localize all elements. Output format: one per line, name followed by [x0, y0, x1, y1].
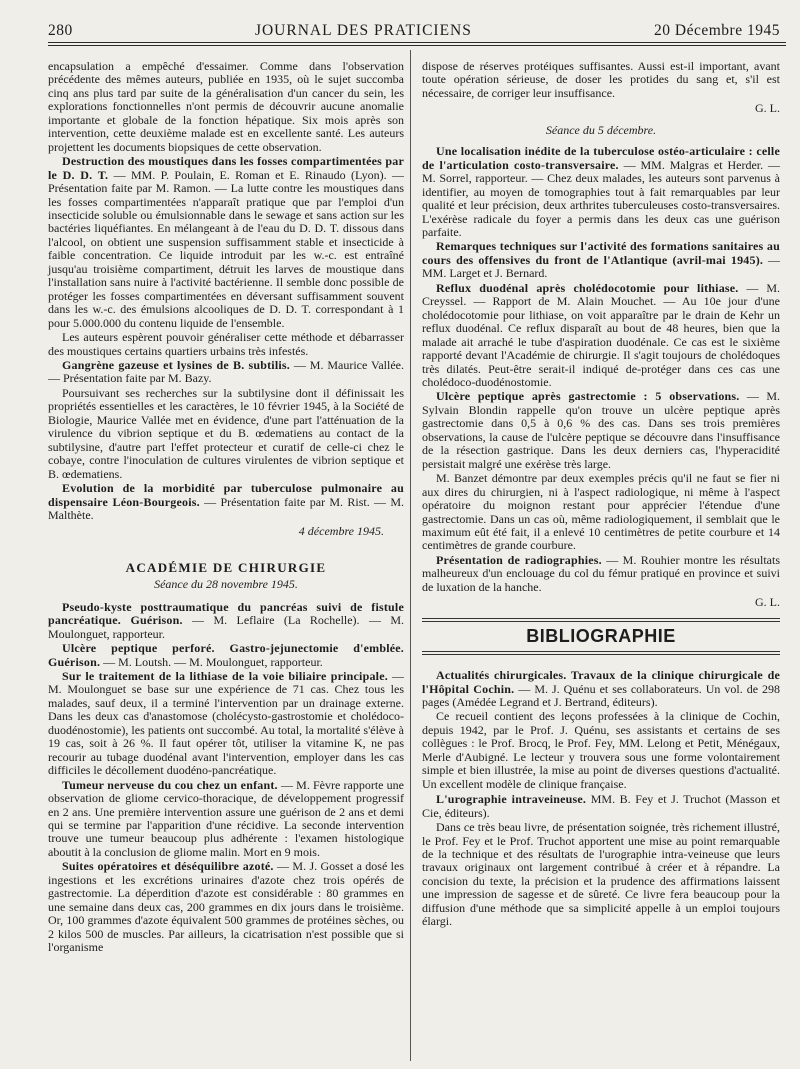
article-body: — M. J. Gosset a dosé les ingestions et les excrétions urinaires d'azote chez trois opérés de gastrectomie. La déperdition d'azote est considérable : 80 grammes en une semaine dans deux cas, 200 grammes en dix jours dans le troisième. Or, 100 grammes d'azote équivalent 500 grammes de protéines sèches, ou 2 kilos 500 de muscles. Par ailleurs, la cicatrisation n'est possible que si l'organisme — [48, 859, 404, 955]
article-authors: — M. Leflaire (La Rochelle). — M. Moulonguet, rapporteur. — [48, 613, 404, 641]
article-body: La lutte contre les moustiques dans les fosses compartimentées n'apparaît pratique que par l'emploi d'un insecticide soluble ou émulsionnable dans le sewage et sans action sur les bactéries liquéfiantes. En mélangeant à de l'eau du D. D. T. dissous dans l'alcool, on obtient une suspension suffisamment stable et insecticide à faible concentration. Ce liquide introduit par les w.-c. est entraîné jusqu'au troisième compartiment, détruit les larves de moustique dans l'installation sans nuire à l'activité bactérienne. Il semble donc possible de protéger les fosses compartimentées en déversant suffisamment souvent dans les w.-c. des émulsions alcooliques de D. D. T. correspondant à 1 pour 5.000.000 du contenu liquide de l'ensemble. — [48, 181, 404, 330]
author-signature: G. L. — [755, 595, 780, 610]
article-title: Ulcère peptique perforé. Gastro-jejunectomie d'emblée. Guérison. — [48, 641, 404, 669]
article-title: Une localisation inédite de la tuberculose ostéo-articulaire : celle de l'articulation costo-transversaire. — [422, 144, 780, 172]
book-review-body: Dans ce très beau livre, de présentation soignée, très richement illustré, le Prof. Fey et le Prof. Truchot apportent une mise au point remarquable de la technique et des résultats de l'urographie intra-veineuse que leurs travaux originaux ont largement contribué à créer et à répandre. La concision du texte, la précision et la prudence des affirmations laissent une impression de sagesse et de sûreté. Ce livre fera beaucoup pour la diffusion d'une méthode que sa simplicité appelle à un emploi toujours élargi. — [422, 820, 780, 929]
article-body: — M. Creyssel. — Rapport de M. Alain Mouchet. — Au 10e jour d'une cholédocotomie pour lithiase, on voit apparaître par le drain de Kehr un reflux duodénal. Ce reflux disparaît au bout de 48 heures, bien que la malade ait arraché le tube d'aspiration duodénale. Ce cas est le sixième rapporté devant l'Académie de chirurgie. Il s'agit toujours de cholédoques très dilatés. Peut-être serait-il indiqué de-protéger dans ces cas une cholédoco-duodénostomie. — [422, 280, 780, 389]
article-title: Destruction des moustiques dans les fosses compartimentées par le D. D. T. — [48, 154, 404, 182]
section-date: 4 décembre 1945. — [298, 524, 384, 539]
bibliography-title: BIBLIOGRAPHIE — [526, 625, 676, 646]
book-review-body: Ce recueil contient des leçons professées à la clinique de Cochin, depuis 1942, par le Prof. J. Quénu, ses assistants et certains de ses collègues : le Prof. Brocq, le Prof. Fey, MM. Lelong et Petit, Ménégaux, Merle d'Aubigné. Le lecteur y trouvera sous une forme volontairement simple et bien illustrée, la mise au point de diverses questions d'actualité. Un excellent modèle de clinique française. — [422, 709, 780, 791]
article-ulcere-peptique — [422, 390, 780, 471]
column-divider — [410, 50, 411, 1061]
article-authors: — M. Loutsh. — M. Moulonguet, rapporteur. — [100, 654, 323, 669]
book-review-urographie — [422, 793, 780, 820]
article-tuberculose — [48, 482, 404, 522]
article-title: Suites opératoires et déséquilibre azoté. — [62, 859, 274, 874]
article-tumeur — [48, 779, 404, 860]
book-authors: MM. B. Fey et J. Truchot (Masson et Cie, éditeurs). — [422, 792, 780, 820]
page-header — [48, 14, 780, 40]
book-review-actualites — [422, 669, 780, 709]
seance-date: Séance du 28 novembre 1945. — [154, 577, 298, 592]
article-body: — M. Moulonguet se base sur une expérience de 71 cas. Chez tous les malades, sauf deux, il a terminé l'intervention par un drainage externe. Dans les deux cas d'anastomose (cholécysto-gastrostomie et cholédoco-duodénostomie), les patients ont succombé. Au total, la mortalité s'élève à 19 cas, soit à 26 %. Il faut opérer tôt, utiliser la vitamine K, ne pas recourir au tubage duodénal avant l'intervention, employer dans les cas difficiles le décollement duodéno-pancréatique. — [48, 669, 404, 778]
article-title: Pseudo-kyste posttraumatique du pancréas suivi de fistule pancréatique. Guérison. — [48, 599, 404, 628]
article-ddt — [48, 155, 404, 330]
article-pseudo-kyste — [48, 601, 404, 641]
book-title: L'urographie intraveineuse. — [436, 792, 587, 807]
author-signature: G. L. — [755, 101, 780, 116]
article-title: Gangrène gazeuse et lysines de B. subtilis. — [62, 357, 290, 372]
seance-date: Séance du 5 décembre. — [545, 122, 657, 137]
journal-title: JOURNAL DES PRATICIENS — [254, 22, 472, 39]
bibliography-rule — [422, 618, 780, 622]
article-paragraph: M. Banzet démontre par deux exemples précis qu'il ne faut se fier ni aux dires du chirurgien, ni à l'aspect radiologique, ni même à l'aspect opératoire du moignon restant pour apprécier l'étendue d'une gastrectomie. Dans un cas où, même radiologiquement, il semblait que le maximum eût été fait, il a enlevé 10 centimètres de petite courbure et 14 centimètres de grande courbure. — [422, 471, 780, 553]
article-body: — M. Rouhier montre les résultats malheureux d'un enclouage du col du fémur pratiqué en province et suivi de luxation de la hanche. — [422, 552, 781, 594]
article-title: Remarques techniques sur l'activité des formations sanitaires au cours des offensives du front de l'Atlantique (avril-mai 1945). — [422, 239, 780, 267]
article-radiographies — [422, 554, 780, 594]
article-authors: — M. Maurice Vallée. — Présentation faite par M. Bazy. — [48, 357, 404, 386]
article-remarques — [422, 240, 780, 280]
article-reflux — [422, 282, 780, 390]
article-title: Présentation de radiographies. — [436, 552, 602, 567]
article-continuation: dispose de réserves protéiques suffisantes. Aussi est-il important, avant toute opération sérieuse, de doser les protides du sang et, s'il est nécessaire, de corriger leur insuffisance. — [422, 59, 780, 100]
article-paragraph: Les auteurs espèrent pouvoir généraliser cette méthode et débarrasser des moustiques certains quartiers urbains très infestés. — [48, 330, 404, 358]
article-lithiase — [48, 670, 404, 778]
article-authors: — MM. Larget et J. Bernard. — [422, 252, 780, 281]
book-title: Actualités chirurgicales. Travaux de la clinique chirurgicale de l'Hôpital Cochin. — [422, 668, 780, 696]
article-body: — M. Sylvain Blondin rappelle qu'on trouve un ulcère peptique après gastrectomie dans 0,5 à 0,6 % des cas. Dans ses trois premières observations, la cause de l'ulcère peptique se découvre dans l'insuffisance de la résection gastrique. Dans les deux derniers cas, l'hyperacidité persistait malgré une exérèse très large. — [422, 389, 780, 471]
article-continuation: encapsulation a empêché d'essaimer. Comme dans l'observation précédente des mêmes auteurs, publiée en 1935, où le sujet succomba cinq ans plus tard par suite de la généralisation d'un cancer du sein, les explorations fonctionnelles n'ont permis de découvrir aucune anomalie importante et globale de la fonction hépatique. Six mois après son intervention, cette deuxième malade est en excellente santé. Les auteurs projettent les documents biopsiques de cette observation. — [48, 59, 404, 154]
article-gangrene — [48, 359, 404, 386]
article-title: Evolution de la morbidité par tuberculose pulmonaire au dispensaire Léon-Bourgeois. — [48, 481, 404, 509]
issue-date: 20 Décembre 1945 — [654, 22, 780, 39]
article-tuberculose-costo — [422, 145, 780, 239]
book-authors: — M. J. Quénu et ses collaborateurs. Un vol. de 298 pages (Amédée Legrand et J. Bertrand, éditeurs). — [422, 681, 780, 710]
article-title: Sur le traitement de la lithiase de la voie biliaire principale. — [62, 669, 388, 684]
page-number: 280 — [48, 22, 73, 39]
article-authors: — Présentation faite par M. Rist. — M. Malthète. — [48, 494, 404, 522]
article-body: — M. Fèvre rapporte une observation de gliome cervico-thoracique, de développement progressif en 2 ans. Une première intervention assure une guérison de 2 ans et demi qui se termine par l'apparition d'une récidive. La seconde intervention trouve une tumeur beaucoup plus adhérente : l'examen histologique aboutit à la conclusion de gliome malin. Mort en 9 mois. — [48, 777, 405, 859]
article-paragraph: Poursuivant ses recherches sur la subtilysine dont il définissait les propriétés essentielles et les caractères, le 10 février 1945, à la Société de Biologie, Maurice Vallée met en évidence, d'une part l'atténuation de la virulence du vibrion septique et du B. œdematiens au contact de la subtilysine, d'autre part l'effet protecteur et curatif de celle-ci chez le cobaye, contre l'inoculation de cultures virulentes de vibrion septique et B. œdematiens. — [48, 385, 404, 481]
left-column — [48, 60, 404, 956]
article-authors: — MM. P. Poulain, E. Roman et E. Rinaudo (Lyon). — Présentation faite par M. Ramon. — — [48, 167, 404, 196]
article-body: — MM. Malgras et Herder. — M. Sorrel, rapporteur. — Chez deux malades, les auteurs sont parvenus à identifier, au moyen de tomographies tout à fait remarquables par leur qualité et leur précision, deux arthrites tuberculeuses costo-transversaires. L'exérèse radicale du foyer a permis dans les deux cas une guérison parfaite. — [422, 157, 780, 239]
right-column — [422, 60, 780, 930]
article-ulcere-perfore — [48, 642, 404, 669]
article-title: Ulcère peptique après gastrectomie : 5 observations. — [436, 389, 740, 404]
article-title: Tumeur nerveuse du cou chez un enfant. — [62, 777, 278, 792]
section-title-academie: ACADÉMIE DE CHIRURGIE — [125, 559, 327, 575]
bibliography-header — [422, 618, 780, 655]
article-azote — [48, 860, 404, 954]
header-rule — [48, 42, 786, 46]
article-title: Reflux duodénal après cholédocotomie pour lithiase. — [436, 280, 739, 295]
bibliography-rule — [422, 651, 780, 655]
